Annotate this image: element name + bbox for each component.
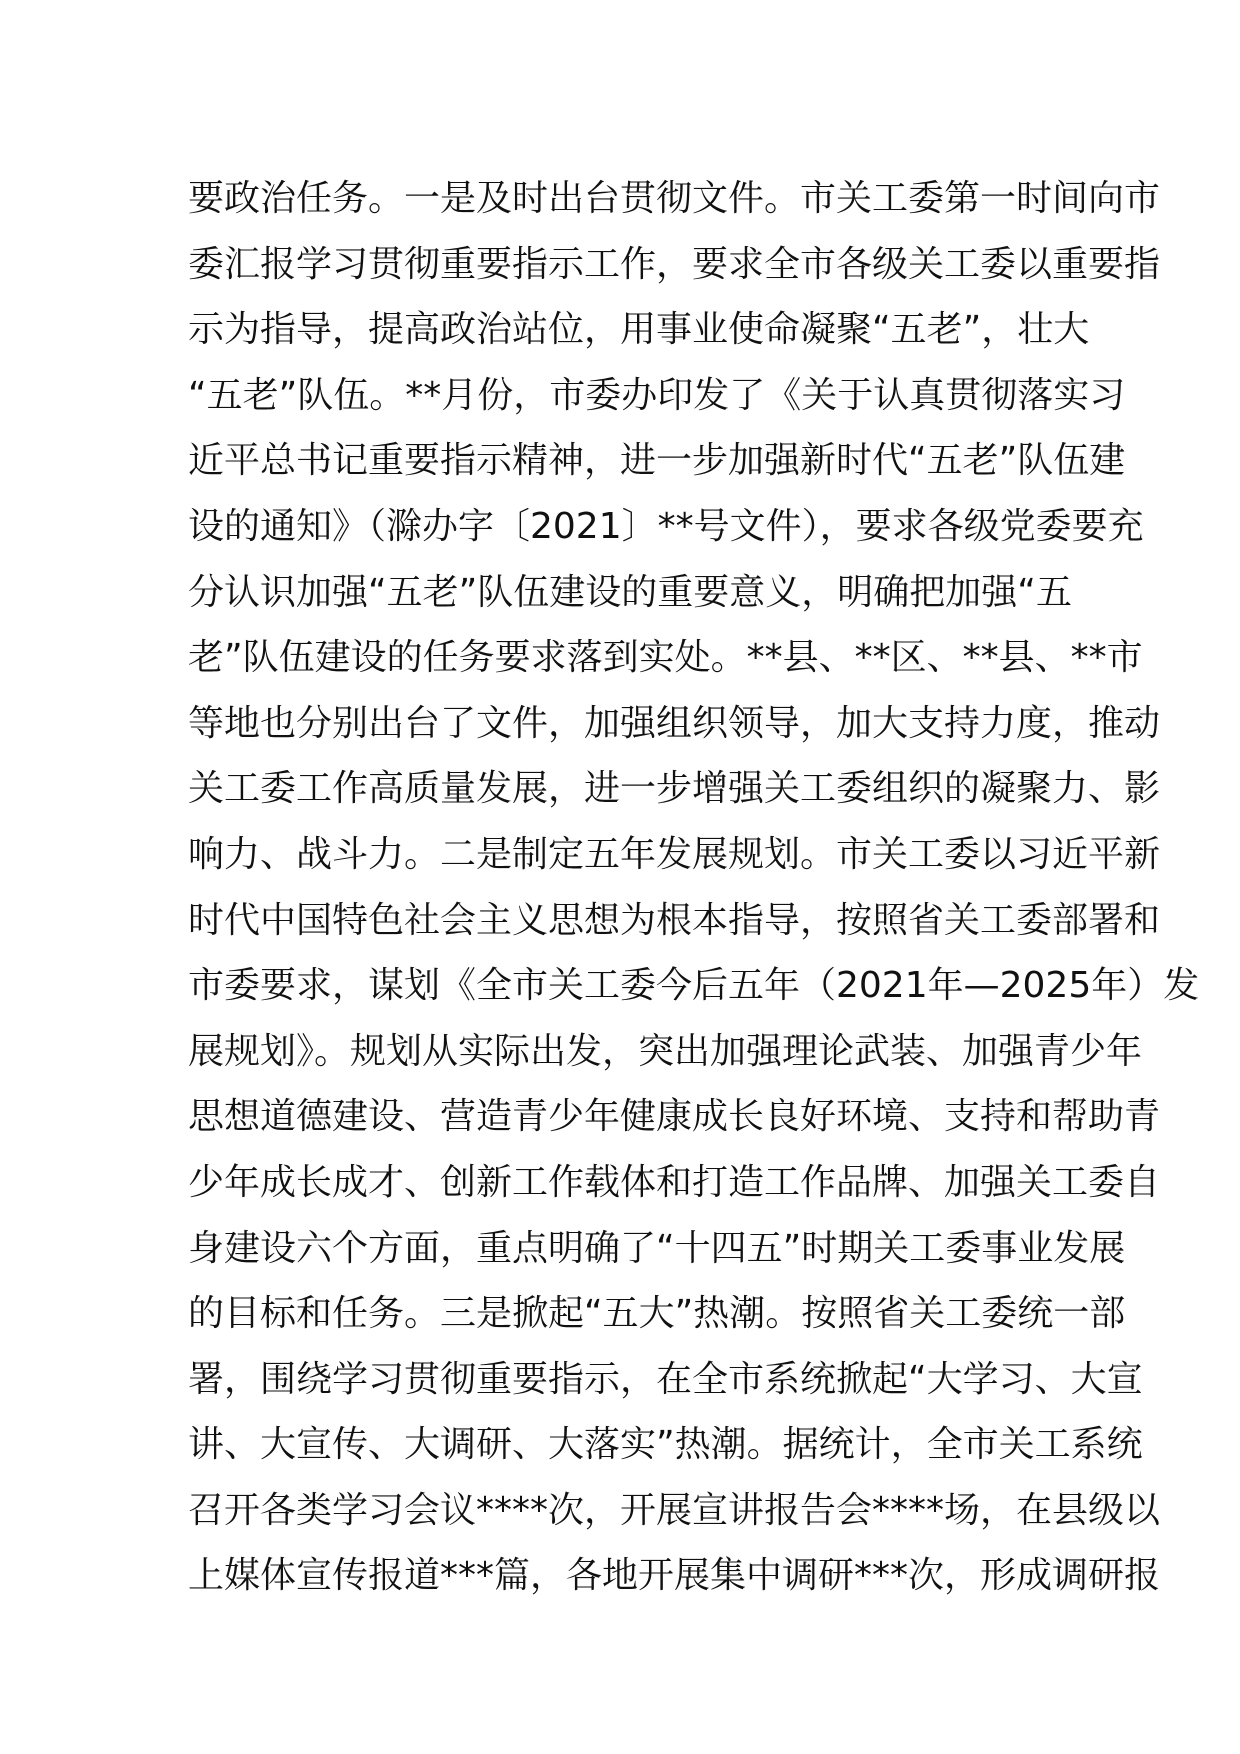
body-text	[188, 166, 1200, 1609]
text-line: 近平总书记重要指示精神，进一步加强新时代“五老”队伍建	[188, 440, 1126, 482]
text-line: 身建设六个方面，重点明确了“十四五”时期关工委事业发展	[188, 1227, 1126, 1269]
text-line: 要政治任务。一是及时出台贯彻文件。市关工委第一时间向市	[188, 178, 1161, 219]
text-line: “五老”队伍。**月份，市委办印发了《关于认真贯彻落实习	[188, 374, 1126, 416]
text-line: 设的通知》（滁办字〔2021〕**号文件），要求各级党委要充	[188, 505, 1144, 547]
text-line: 时代中国特色社会主义思想为根本指导，按照省关工委部署和	[188, 899, 1161, 941]
text-line: 召开各类学习会议****次，开展宣讲报告会****场，在县级以	[188, 1489, 1161, 1531]
text-line: 示为指导，提高政治站位，用事业使命凝聚“五老”，壮大	[188, 309, 1090, 351]
text-line: 的目标和任务。三是掀起“五大”热潮。按照省关工委统一部	[188, 1293, 1126, 1335]
text-line: 老”队伍建设的任务要求落到实处。**县、**区、**县、**市	[188, 637, 1143, 679]
text-line: 署，围绕学习贯彻重要指示，在全市系统掀起“大学习、大宣	[188, 1358, 1143, 1400]
text-line: 思想道德建设、营造青少年健康成长良好环境、支持和帮助青	[188, 1096, 1161, 1138]
text-line: 展规划》。规划从实际出发，突出加强理论武装、加强青少年	[188, 1030, 1143, 1072]
text-line: 市委要求，谋划《全市关工委今后五年（2021年—2025年）发	[188, 965, 1200, 1007]
text-line: 讲、大宣传、大调研、大落实”热潮。据统计，全市关工系统	[188, 1424, 1143, 1466]
text-line: 响力、战斗力。二是制定五年发展规划。市关工委以习近平新	[188, 833, 1161, 875]
text-line: 上媒体宣传报道***篇，各地开展集中调研***次，形成调研报	[188, 1555, 1161, 1597]
text-line: 等地也分别出台了文件，加强组织领导，加大支持力度，推动	[188, 702, 1161, 744]
text-line: 分认识加强“五老”队伍建设的重要意义，明确把加强“五	[188, 571, 1072, 613]
text-line: 委汇报学习贯彻重要指示工作，要求全市各级关工委以重要指	[188, 243, 1161, 285]
text-line: 关工委工作高质量发展，进一步增强关工委组织的凝聚力、影	[188, 768, 1161, 810]
text-line: 少年成长成才、创新工作载体和打造工作品牌、加强关工委自	[188, 1161, 1161, 1203]
